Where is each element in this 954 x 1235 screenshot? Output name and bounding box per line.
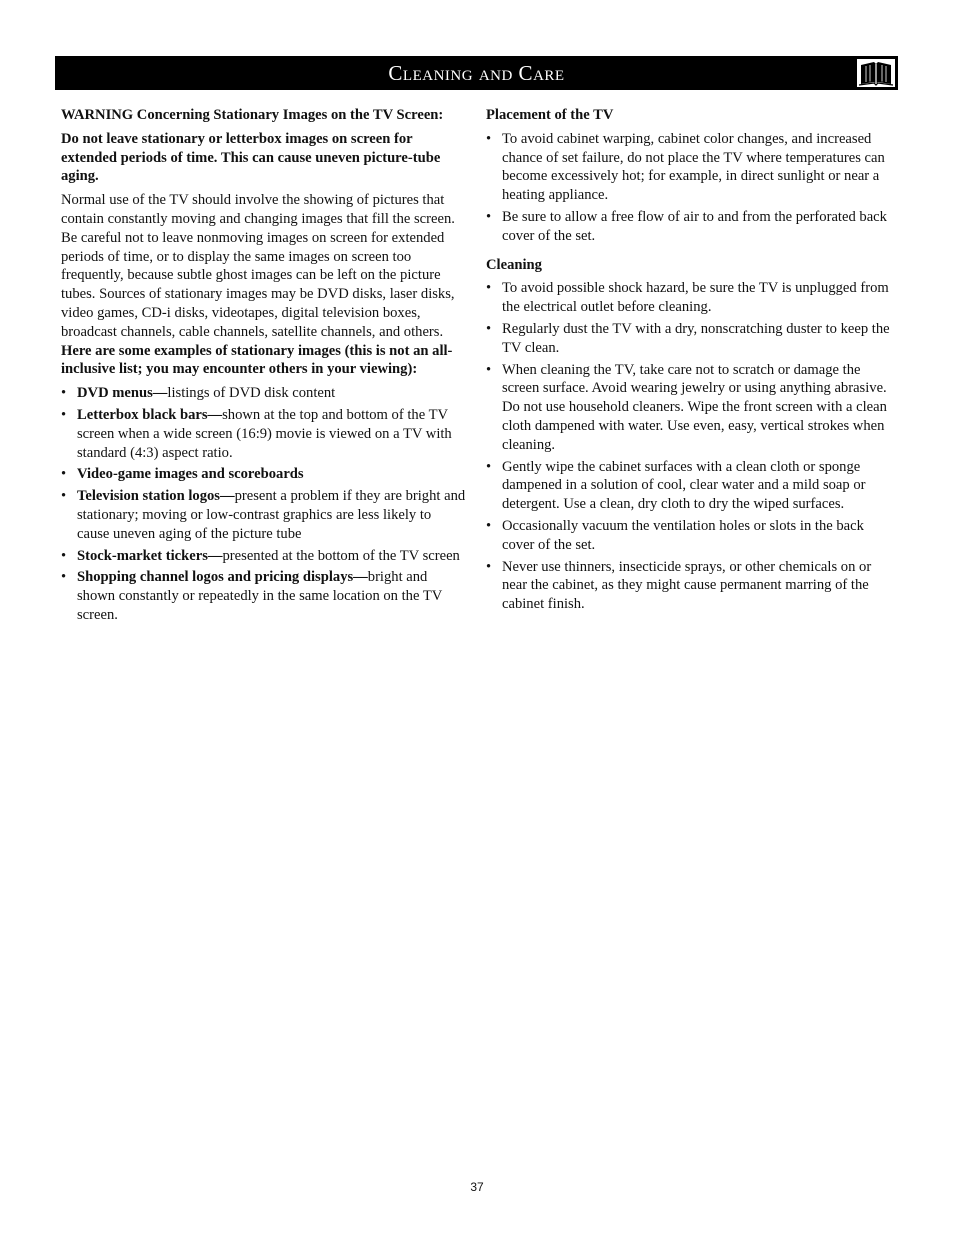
examples-list <box>61 384 467 625</box>
example-term: Shopping channel logos and pricing displays— <box>77 569 368 586</box>
list-item-text: When cleaning the TV, take care not to scratch or damage the screen surface. Avoid wearing jewelry or using anything abrasive. Do not use household cleaners. Wipe the front screen with a clean cloth dampened with water. Use even, easy, vertical strokes when cleaning. <box>502 361 887 453</box>
section-header-bar <box>55 56 898 90</box>
example-text: bright and shown constantly or repeatedly in the same location on the TV screen. <box>77 569 443 623</box>
cleaning-list <box>486 279 894 614</box>
bullet-icon: • <box>61 547 67 564</box>
list-item <box>61 487 467 543</box>
bullet-icon: • <box>61 406 67 423</box>
bullet-icon: • <box>486 320 492 337</box>
placement-list <box>486 130 894 246</box>
bullet-icon: • <box>61 488 67 505</box>
bullet-icon: • <box>61 385 67 402</box>
list-item <box>61 547 467 566</box>
list-item <box>486 558 894 614</box>
page-number: 37 <box>470 1180 484 1194</box>
body-text: Normal use of the TV should involve the showing of pictures that contain constantly moving and changing images that fill the screen. Be careful not to leave nonmoving images on screen for extended periods of time, or to display the same images on screen too frequently, because subtle ghost images can be left on the picture tubes. Sources of stationary images may be DVD disks, laser disks, video games, CD-i disks, videotapes, digital television boxes, broadcast channels, cable channels, satellite channels, and others. <box>61 192 455 340</box>
list-item <box>61 406 467 462</box>
warning-statement: Do not leave stationary or letterbox images on screen for extended periods of time. This can cause uneven picture-tube aging. <box>61 130 441 185</box>
list-item <box>486 320 894 358</box>
example-term: Television station logos— <box>77 488 235 505</box>
example-text: presented at the bottom of the TV screen <box>222 547 460 564</box>
bullet-icon: • <box>486 517 492 534</box>
list-item-text: To avoid cabinet warping, cabinet color changes, and increased chance of set failure, do not place the TV where temperatures can become excessively hot; for example, in direct sunlight or near a heating appliance. <box>502 130 885 204</box>
warning-heading: WARNING Concerning Stationary Images on the TV Screen: <box>61 107 444 123</box>
bullet-icon: • <box>61 569 67 586</box>
bullet-icon: • <box>486 458 492 475</box>
example-text: listings of DVD disk content <box>167 385 336 402</box>
list-item <box>486 361 894 455</box>
example-term: Video-game images and scoreboards <box>77 466 304 483</box>
list-item <box>486 208 894 246</box>
bullet-icon: • <box>486 280 492 297</box>
list-item-text: Be sure to allow a free flow of air to and from the perforated back cover of the set. <box>502 208 887 244</box>
list-item <box>61 384 467 403</box>
list-item-text: Gently wipe the cabinet surfaces with a clean cloth or sponge dampened in a solution of cool, clear water and a mild soap or detergent. Use a clean, dry cloth to dry the wiped surfaces. <box>502 458 866 513</box>
list-item <box>486 458 894 514</box>
bullet-icon: • <box>486 208 492 225</box>
left-column <box>61 106 467 628</box>
list-item <box>486 279 894 317</box>
example-text: shown at the top and bottom of the TV screen when a wide screen (16:9) movie is viewed on a TV with standard (4:3) aspect ratio. <box>77 406 452 461</box>
example-term: Letterbox black bars— <box>77 406 223 423</box>
example-term: DVD menus— <box>77 385 168 402</box>
body-bold-text: Here are some examples of stationary images (this is not an all-inclusive list; you may encounter others in your viewing): <box>61 342 453 378</box>
placement-heading: Placement of the TV <box>486 107 614 123</box>
list-item <box>486 130 894 205</box>
bullet-icon: • <box>486 361 492 378</box>
cleaning-heading: Cleaning <box>486 256 542 273</box>
section-title: Cleaning and Care <box>388 61 565 85</box>
stationary-images-paragraph <box>61 191 467 379</box>
example-term: Stock-market tickers— <box>77 547 223 564</box>
bullet-icon: • <box>61 466 67 483</box>
list-item <box>61 465 467 484</box>
list-item <box>61 568 467 624</box>
list-item-text: Never use thinners, insecticide sprays, or other chemicals on or near the cabinet, as they might cause permanent marring of the cabinet finish. <box>502 558 872 613</box>
list-item-text: To avoid possible shock hazard, be sure the TV is unplugged from the electrical outlet before cleaning. <box>502 280 889 316</box>
list-item-text: Regularly dust the TV with a dry, nonscratching duster to keep the TV clean. <box>502 320 890 356</box>
list-item-text: Occasionally vacuum the ventilation holes or slots in the back cover of the set. <box>502 517 864 553</box>
bullet-icon: • <box>486 558 492 575</box>
right-column <box>486 106 894 617</box>
open-book-icon <box>856 58 896 88</box>
bullet-icon: • <box>486 130 492 147</box>
list-item <box>486 517 894 555</box>
example-text: present a problem if they are bright and stationary; moving or low-contrast graphics are less likely to cause uneven aging of the picture tube <box>77 488 466 542</box>
